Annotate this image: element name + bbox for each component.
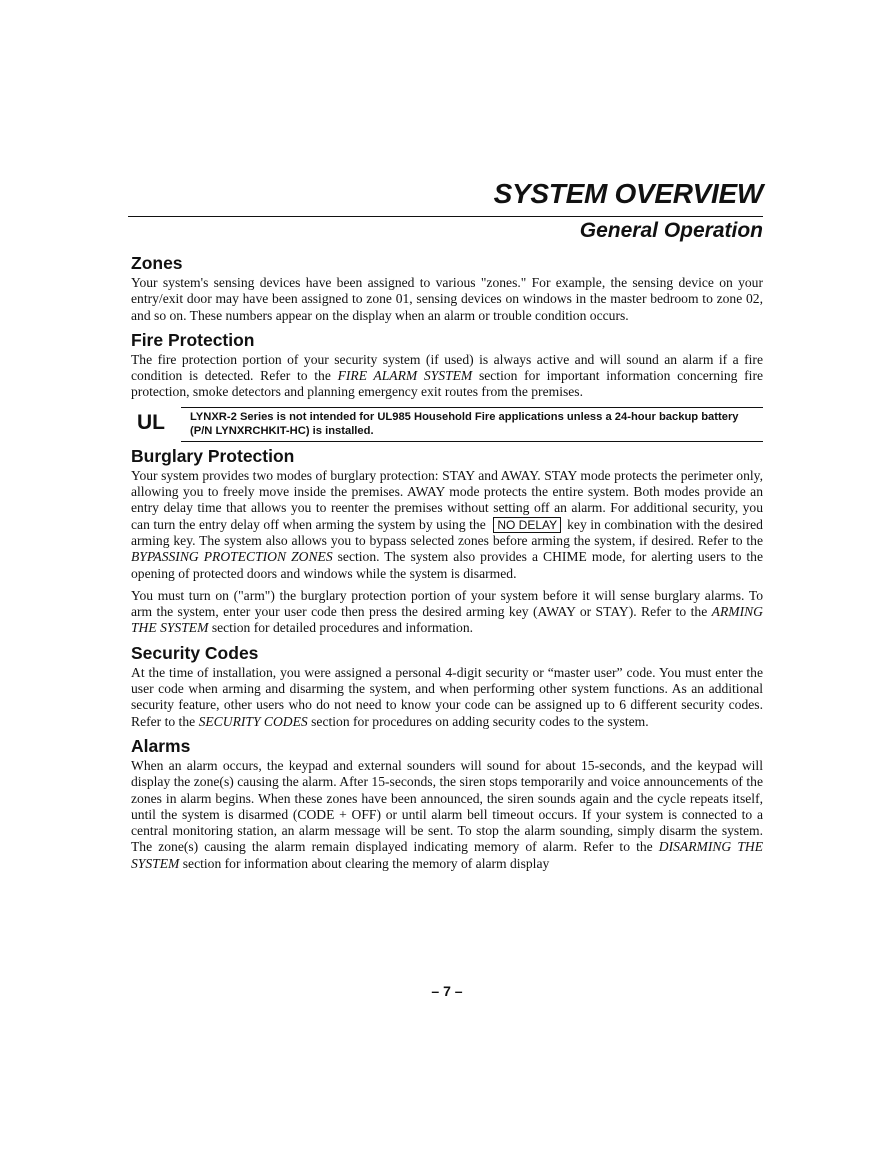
- section-alarms: [131, 736, 763, 872]
- burglary-heading: Burglary Protection: [131, 445, 295, 466]
- alarms-paragraph: When an alarm occurs, the keypad and external sounders will sound for about 15-seconds, and the keypad will display the zone(s) causing the alarm. After 15-seconds, the siren stops temporarily and voice announcements of the zones in alarm begins. When these zones have been announced, the siren sounds again and the cycle repeats itself, until the system is disarmed (CODE + OFF) or until alarm bell timeout occurs. If your system is connected to a central monitoring station, an alarm message will be sent. To stop the alarm sounding, simply disarm the system. The zone(s) causing the alarm remain displayed indicating memory of alarm. Refer to the DISARMING THE SYSTEM section for information about clearing the memory of alarm display: [131, 757, 764, 871]
- ul-note-top-rule: [181, 407, 763, 408]
- codes-paragraph: At the time of installation, you were assigned a personal 4-digit security or “master user” code. You must enter the user code when arming and disarming the system, and when performing other system functions. As an additional security feature, other users who do not need to know your code can be assigned up to 6 different security codes. Refer to the SECURITY CODES section for procedures on adding security codes to the system.: [131, 664, 763, 729]
- arming-ref: ARMING THE SYSTEM: [131, 604, 763, 636]
- content: [131, 253, 763, 878]
- ul-note: [131, 407, 763, 442]
- bypassing-ref: BYPASSING PROTECTION ZONES: [131, 549, 333, 565]
- burglary-paragraph-1: Your system provides two modes of burglary protection: STAY and AWAY. STAY mode protects the perimeter only, allowing you to freely move inside the premises. AWAY mode protects the entire system. Both modes provide an entry delay time that allows you to reenter the premises without setting off an alarm. For additional security, you can turn the entry delay off when arming the system by using the NO DELAY key in combination with the desired arming key. The system also allows you to bypass selected zones before arming the system, if desired. Refer to the BYPASSING PROTECTION ZONES section. The system also provides a CHIME mode, for alerting users to the opening of protected doors and windows while the system is disarmed.: [131, 467, 763, 581]
- zones-heading: Zones: [131, 253, 183, 273]
- no-delay-key: NO DELAY: [493, 517, 561, 533]
- ul-note-bottom-rule: [181, 441, 763, 442]
- title-rule: [128, 216, 763, 217]
- security-codes-ref: SECURITY CODES: [198, 713, 308, 729]
- section-security-codes: [131, 643, 763, 730]
- ul-note-text: LYNXR-2 Series is not intended for UL985 Household Fire applications unless a 24-hour backup battery (P/N LYNXRCHKIT-HC) is installed.: [190, 410, 739, 437]
- fire-alarm-ref: FIRE ALARM SYSTEM: [337, 368, 473, 384]
- codes-heading: Security Codes: [131, 642, 259, 663]
- section-zones: [131, 253, 763, 324]
- zones-paragraph: Your system's sensing devices have been assigned to various "zones." For example, the sensing device on your entry/exit door may have been assigned to zone 01, sensing devices on windows in the master bedroom to zone 02, and so on. These numbers appear on the display when an alarm or trouble condition occurs.: [131, 275, 763, 323]
- section-burglary-protection: [131, 446, 763, 637]
- section-fire-protection: [131, 330, 763, 401]
- fire-heading: Fire Protection: [131, 329, 255, 350]
- ul-logo: UL: [137, 410, 165, 434]
- disarming-ref: DISARMING THE SYSTEM: [131, 839, 764, 871]
- page-subtitle: General Operation: [579, 219, 763, 242]
- page-title: SYSTEM OVERVIEW: [493, 178, 763, 209]
- burglary-paragraph-2: You must turn on ("arm") the burglary protection portion of your system before it will sense burglary alarms. To arm the system, enter your user code then press the desired arming key (AWAY or STAY). Refer to the ARMING THE SYSTEM section for detailed procedures and information.: [131, 587, 763, 636]
- alarms-heading: Alarms: [131, 735, 191, 756]
- page-number: – 7 –: [431, 983, 463, 999]
- fire-paragraph: The fire protection portion of your security system (if used) is always active and will sound an alarm if a fire condition is detected. Refer to the FIRE ALARM SYSTEM section for important information concerning fire protection, smoke detectors and planning emergency exit routes from the premises.: [131, 351, 763, 400]
